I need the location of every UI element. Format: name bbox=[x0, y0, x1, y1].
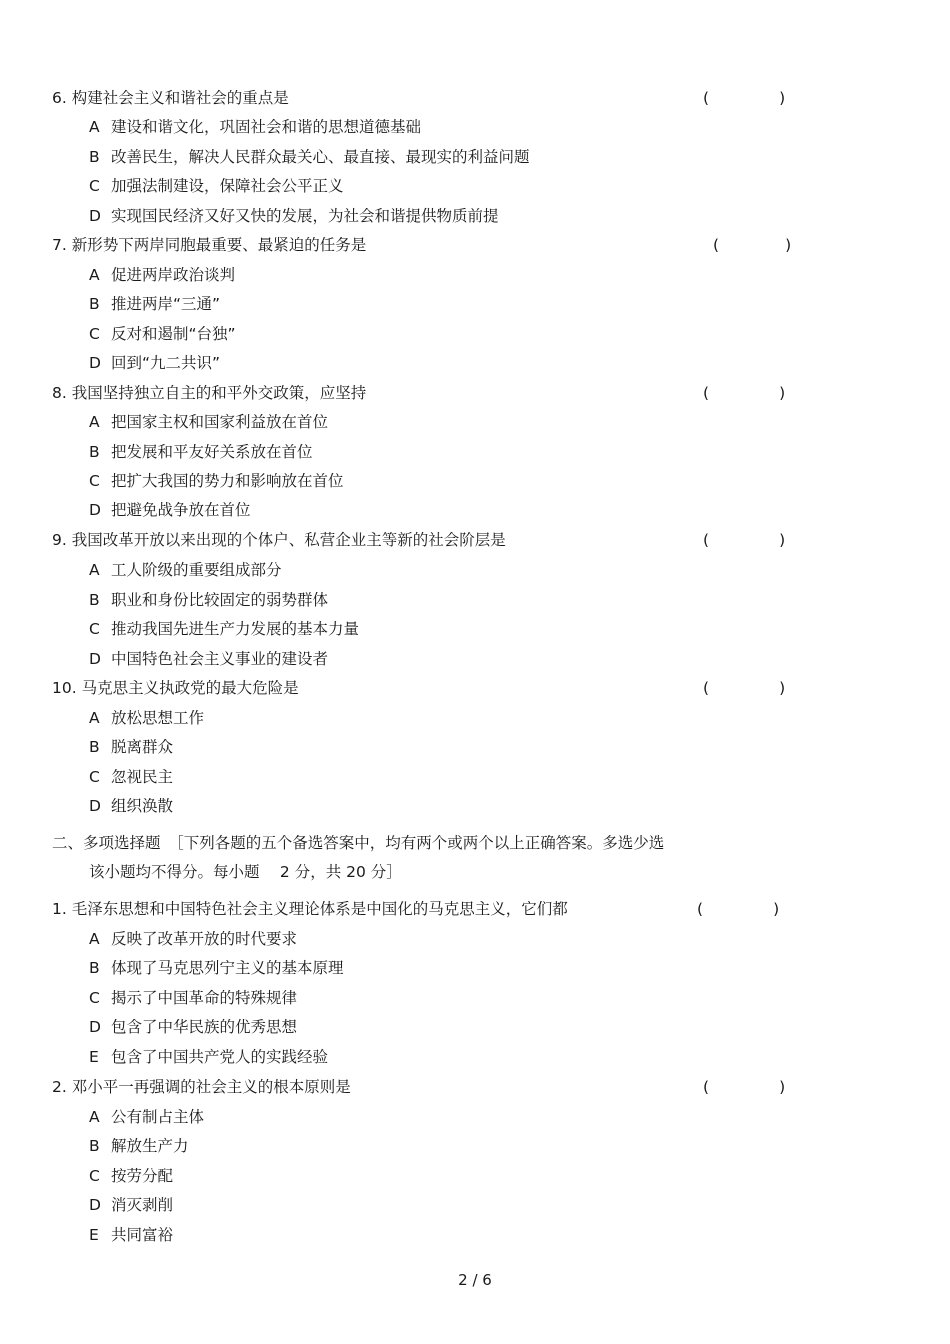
option-c: C 把扩大我国的势力和影响放在首位 bbox=[89, 472, 344, 490]
option-e: E 包含了中国共产党人的实践经验 bbox=[89, 1048, 329, 1066]
question-stem bbox=[52, 678, 299, 698]
option-c: C 加强法制建设，保障社会公平正义 bbox=[89, 177, 344, 195]
question-stem bbox=[52, 530, 506, 550]
option-a: A 反映了改革开放的时代要求 bbox=[89, 930, 298, 948]
option-c: C 揭示了中国革命的特殊规律 bbox=[89, 989, 298, 1007]
question-text: 毛泽东思想和中国特色社会主义理论体系是中国化的马克思主义，它们都 bbox=[71, 900, 568, 918]
option-c: C 推动我国先进生产力发展的基本力量 bbox=[89, 620, 360, 638]
question-number: 10. bbox=[52, 679, 77, 697]
answer-blank: ( ) bbox=[703, 1078, 786, 1096]
option-b: B 把发展和平友好关系放在首位 bbox=[89, 443, 313, 461]
option-b: B 解放生产力 bbox=[89, 1137, 189, 1155]
option-a: A 促进两岸政治谈判 bbox=[89, 266, 236, 284]
option-b: B 改善民生，解决人民群众最关心、最直接、最现实的利益问题 bbox=[89, 148, 530, 166]
option-d: D 包含了中华民族的优秀思想 bbox=[89, 1018, 298, 1036]
question-number: 8. bbox=[52, 384, 67, 402]
option-e: E 共同富裕 bbox=[89, 1226, 174, 1244]
option-c: C 忽视民主 bbox=[89, 768, 174, 786]
answer-blank: ( ) bbox=[703, 384, 786, 402]
option-d: D 组织涣散 bbox=[89, 797, 174, 815]
question-stem bbox=[52, 1077, 351, 1097]
option-d: D 回到“九二共识” bbox=[89, 354, 221, 372]
option-d: D 实现国民经济又好又快的发展，为社会和谐提供物质前提 bbox=[89, 207, 499, 225]
question-number: 9. bbox=[52, 531, 67, 549]
option-d: D 中国特色社会主义事业的建设者 bbox=[89, 650, 329, 668]
question-text: 我国改革开放以来出现的个体户、私营企业主等新的社会阶层是 bbox=[71, 531, 506, 549]
question-text: 构建社会主义和谐社会的重点是 bbox=[71, 89, 289, 107]
option-b: B 脱离群众 bbox=[89, 738, 174, 756]
question-text: 我国坚持独立自主的和平外交政策，应坚持 bbox=[71, 384, 367, 402]
question-number: 6. bbox=[52, 89, 67, 107]
section-heading: 二、多项选择题 ［下列各题的五个备选答案中，均有两个或两个以上正确答案。多选少选 bbox=[52, 834, 665, 852]
answer-blank: ( ) bbox=[713, 236, 792, 254]
question-text: 马克思主义执政党的最大危险是 bbox=[81, 679, 299, 697]
question-text: 邓小平一再强调的社会主义的根本原则是 bbox=[71, 1078, 351, 1096]
option-d: D 消灭剥削 bbox=[89, 1196, 174, 1214]
option-b: B 推进两岸“三通” bbox=[89, 295, 221, 313]
answer-blank: ( ) bbox=[703, 89, 786, 107]
option-a: A 把国家主权和国家利益放在首位 bbox=[89, 413, 329, 431]
answer-blank: ( ) bbox=[703, 531, 786, 549]
option-a: A 工人阶级的重要组成部分 bbox=[89, 561, 282, 579]
option-a: A 放松思想工作 bbox=[89, 709, 205, 727]
option-c: C 按劳分配 bbox=[89, 1167, 174, 1185]
option-b: B 体现了马克思列宁主义的基本原理 bbox=[89, 959, 344, 977]
question-number: 7. bbox=[52, 236, 67, 254]
question-stem bbox=[52, 235, 366, 255]
section-instructions: 该小题均不得分。每小题 2 分，共 20 分］ bbox=[89, 863, 402, 881]
answer-blank: ( ) bbox=[703, 679, 786, 697]
answer-blank: ( ) bbox=[697, 900, 780, 918]
question-number: 1. bbox=[52, 900, 67, 918]
question-stem bbox=[52, 383, 366, 403]
option-d: D 把避免战争放在首位 bbox=[89, 501, 251, 519]
question-stem bbox=[52, 88, 289, 108]
page-number: 2 / 6 bbox=[458, 1271, 492, 1289]
question-text: 新形势下两岸同胞最重要、最紧迫的任务是 bbox=[71, 236, 367, 254]
question-number: 2. bbox=[52, 1078, 67, 1096]
option-a: A 建设和谐文化，巩固社会和谐的思想道德基础 bbox=[89, 118, 422, 136]
option-c: C 反对和遏制“台独” bbox=[89, 325, 236, 343]
question-stem bbox=[52, 899, 568, 919]
option-b: B 职业和身份比较固定的弱势群体 bbox=[89, 591, 329, 609]
option-a: A 公有制占主体 bbox=[89, 1108, 205, 1126]
